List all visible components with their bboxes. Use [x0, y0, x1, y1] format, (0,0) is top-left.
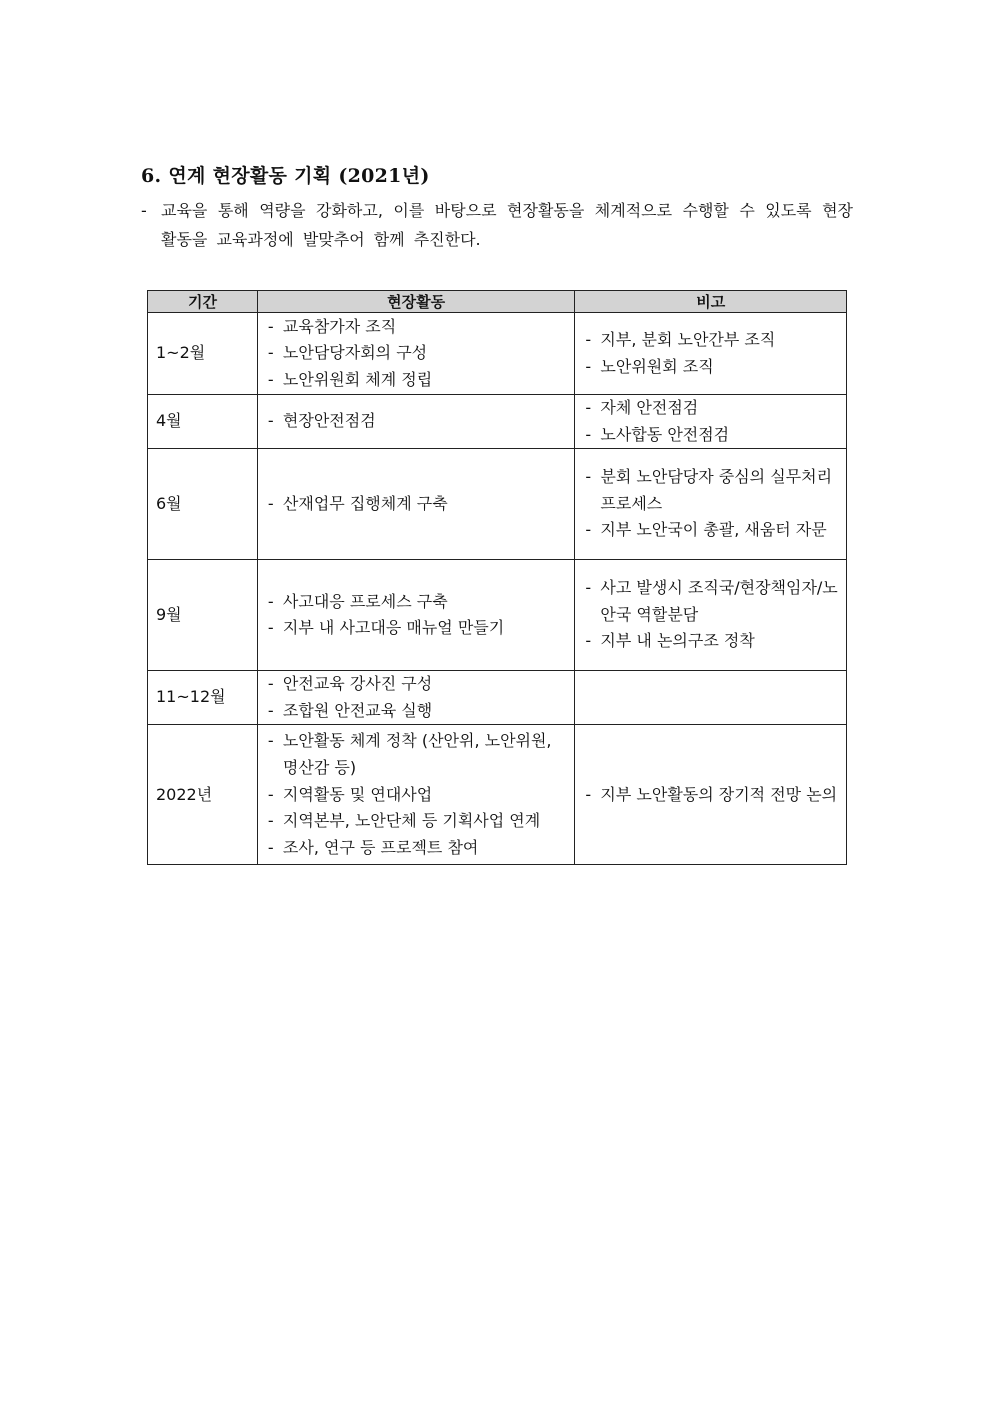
notes-cell — [575, 671, 847, 725]
activity-item: - 지역본부, 노안단체 등 기획사업 연계 — [266, 808, 566, 835]
header-notes: 비고 — [575, 291, 847, 313]
activity-plan-table — [147, 290, 847, 865]
table-row — [148, 560, 847, 671]
activity-item: - 노안담당자회의 구성 — [266, 340, 566, 367]
note-item: - 자체 안전점검 — [583, 395, 838, 422]
note-item: - 지부 노안국이 총괄, 새움터 자문 — [583, 517, 838, 544]
period-cell: 4월 — [148, 395, 258, 449]
activity-item: - 노안위원회 체계 정립 — [266, 367, 566, 394]
activity-item: - 산재업무 집행체계 구축 — [266, 491, 566, 518]
activity-item: - 안전교육 강사진 구성 — [266, 671, 566, 698]
note-item: - 노안위원회 조직 — [583, 354, 838, 381]
table-row — [148, 449, 847, 560]
activities-cell — [257, 671, 574, 725]
notes-cell — [575, 725, 847, 865]
header-period: 기간 — [148, 291, 258, 313]
activity-item: - 교육참가자 조직 — [266, 314, 566, 341]
header-activities: 현장활동 — [257, 291, 574, 313]
note-item: - 노사합동 안전점검 — [583, 422, 838, 449]
period-cell: 1~2월 — [148, 313, 258, 395]
activity-item: - 지역활동 및 연대사업 — [266, 782, 566, 809]
activities-cell — [257, 313, 574, 395]
activity-item: - 조합원 안전교육 실행 — [266, 698, 566, 725]
intro-paragraph — [141, 196, 853, 254]
period-cell: 6월 — [148, 449, 258, 560]
activity-item: - 노안활동 체계 정착 (산안위, 노안위원, 명산감 등) — [266, 728, 566, 781]
period-cell: 9월 — [148, 560, 258, 671]
activity-item: - 현장안전점검 — [266, 408, 566, 435]
table-row — [148, 395, 847, 449]
intro-dash: - — [141, 201, 147, 220]
table-header-row — [148, 291, 847, 313]
notes-cell — [575, 449, 847, 560]
activities-cell — [257, 395, 574, 449]
intro-text: 교육을 통해 역량을 강화하고, 이를 바탕으로 현장활동을 체계적으로 수행할 수 있도록 현장활동을 교육과정에 발맞추어 함께 추진한다. — [161, 201, 853, 249]
note-item: - 지부 노안활동의 장기적 전망 논의 — [583, 782, 838, 809]
activity-item: - 조사, 연구 등 프로젝트 참여 — [266, 835, 566, 862]
activities-cell — [257, 449, 574, 560]
activities-cell — [257, 560, 574, 671]
note-item: - 지부 내 논의구조 정착 — [583, 628, 838, 655]
period-cell: 11~12월 — [148, 671, 258, 725]
notes-cell — [575, 560, 847, 671]
activity-item: - 사고대응 프로세스 구축 — [266, 589, 566, 616]
note-item: - 지부, 분회 노안간부 조직 — [583, 327, 838, 354]
section-title: 6. 연계 현장활동 기획 (2021년) — [141, 165, 430, 187]
activity-item: - 지부 내 사고대응 매뉴얼 만들기 — [266, 615, 566, 642]
table-row — [148, 313, 847, 395]
activities-cell — [257, 725, 574, 865]
note-item: - 분회 노안담당자 중심의 실무처리 프로세스 — [583, 464, 838, 517]
notes-cell — [575, 313, 847, 395]
note-item: - 사고 발생시 조직국/현장책임자/노안국 역할분담 — [583, 575, 838, 628]
period-cell: 2022년 — [148, 725, 258, 865]
table-row — [148, 671, 847, 725]
table-row — [148, 725, 847, 865]
notes-cell — [575, 395, 847, 449]
